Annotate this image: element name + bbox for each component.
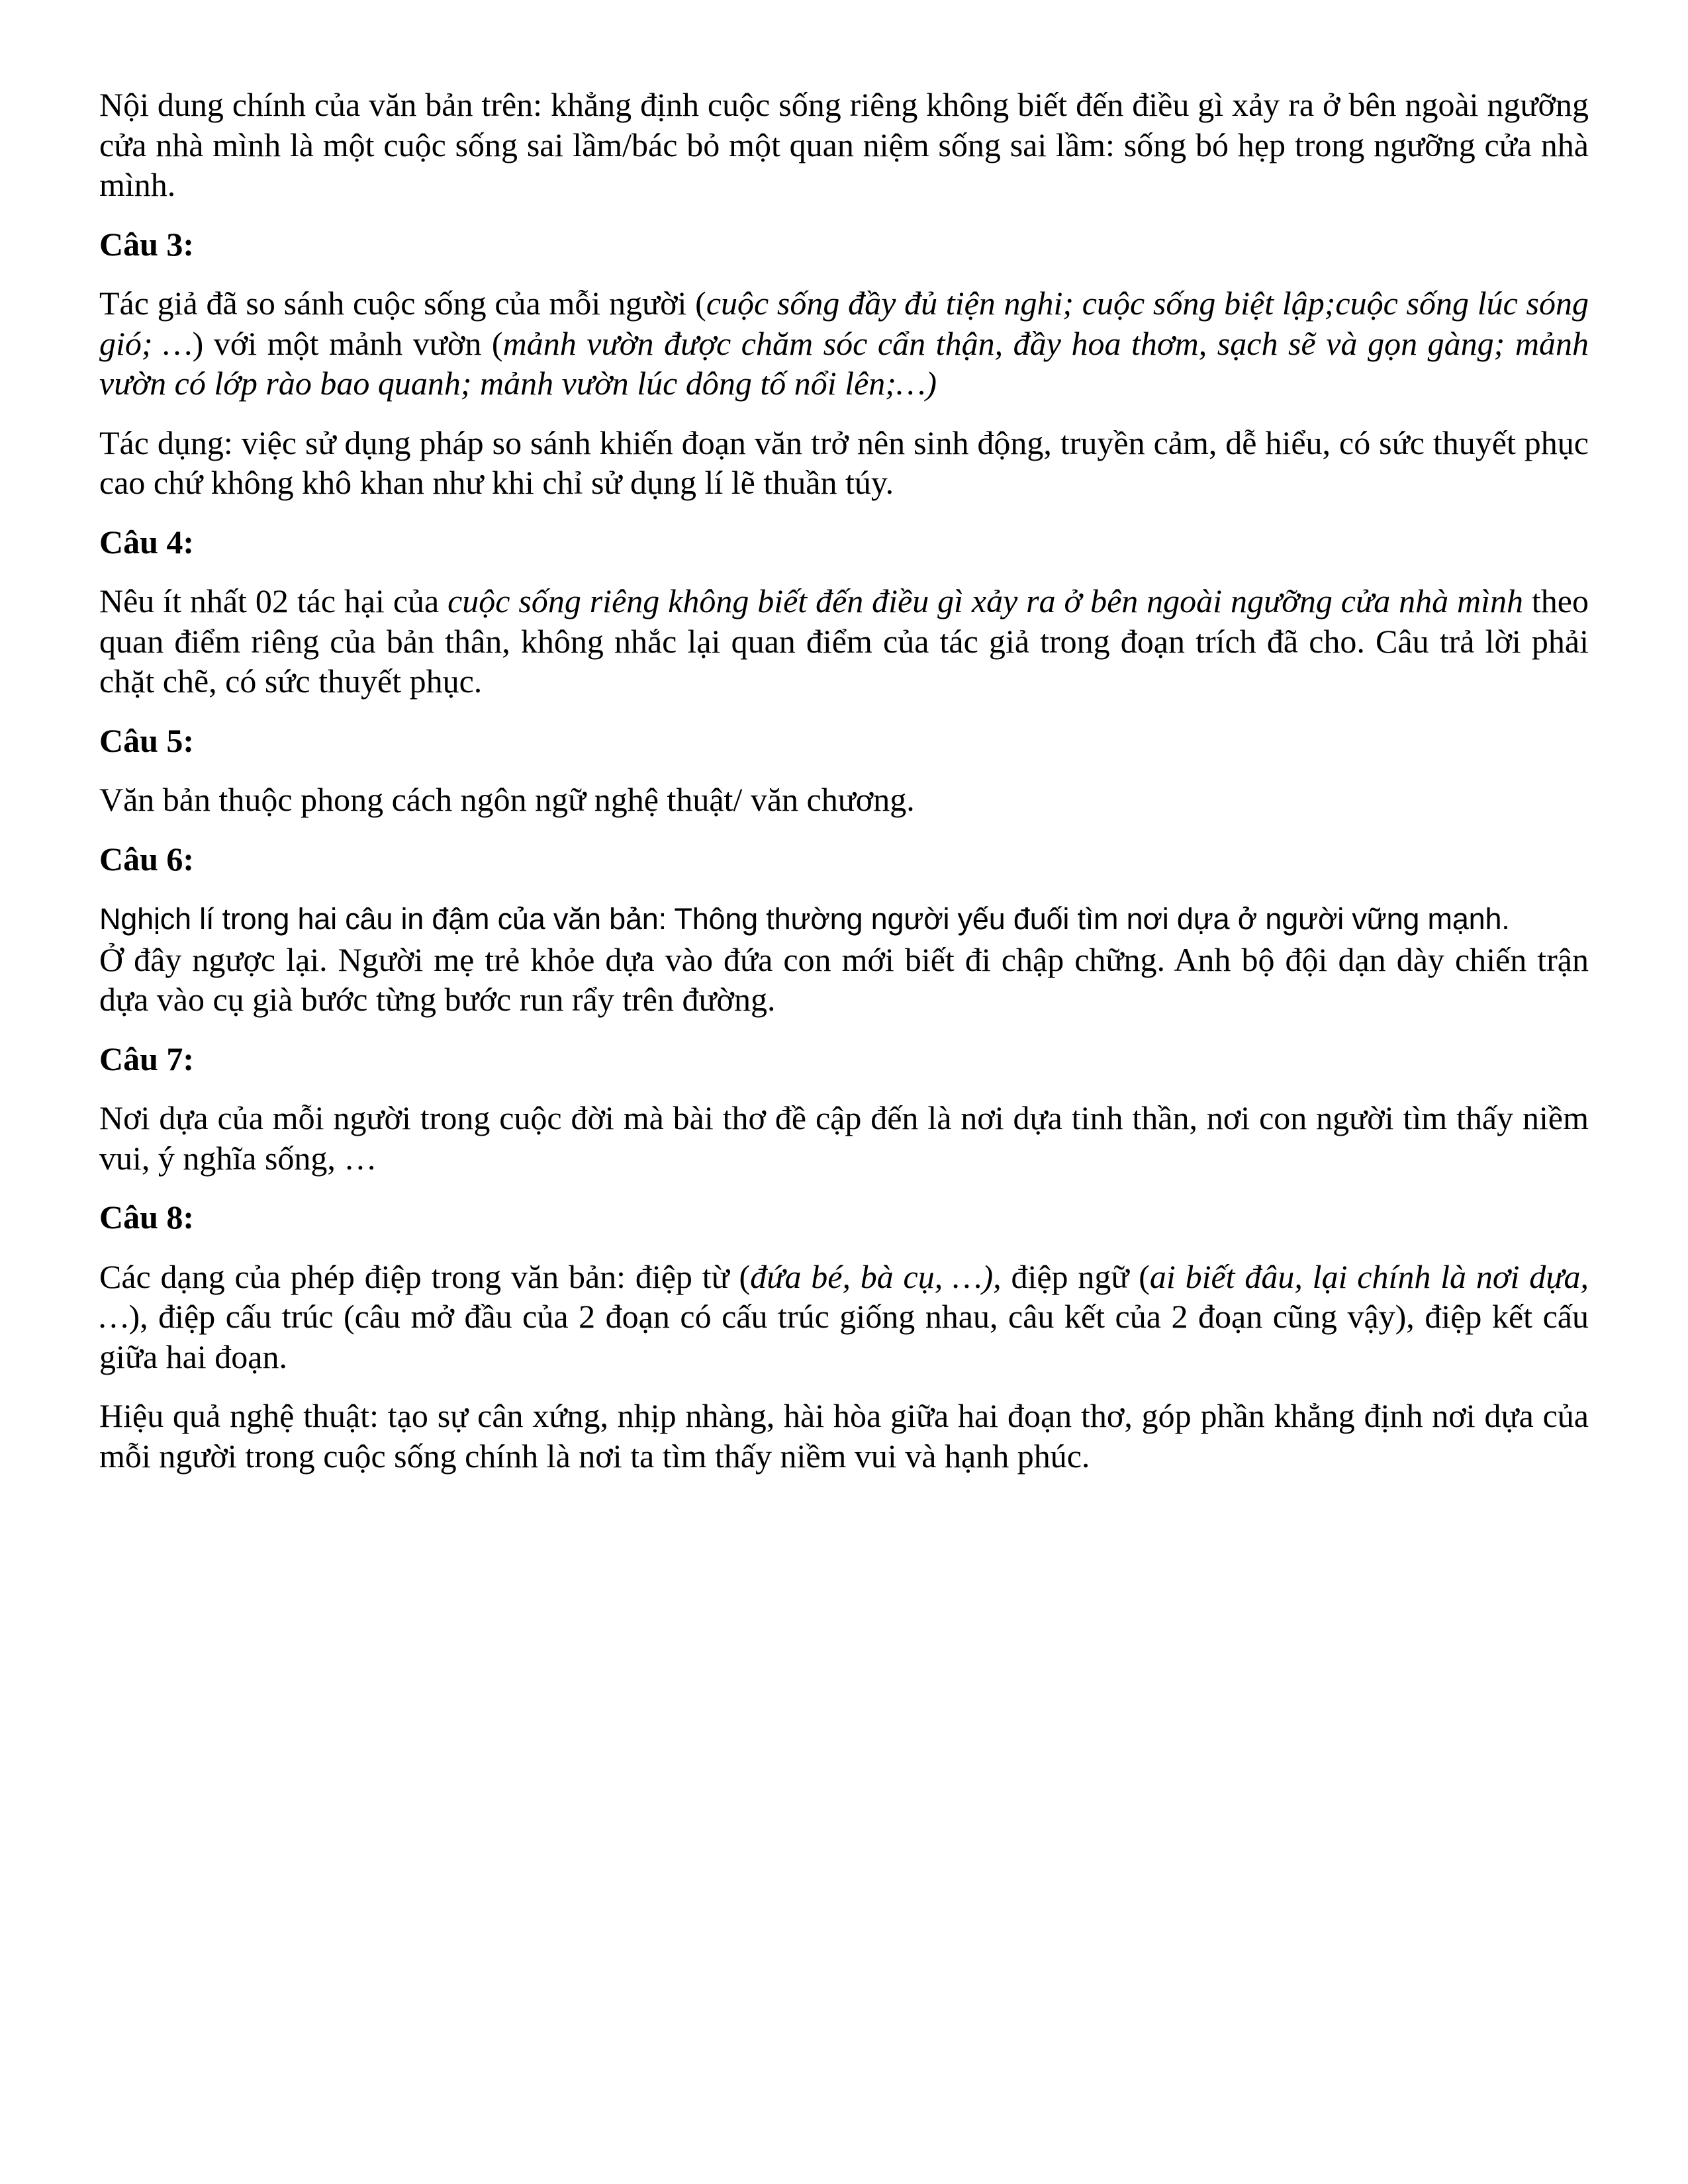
question-6-paragraph — [99, 898, 1589, 1020]
question-3-comparison-paragraph — [99, 283, 1589, 404]
question-3-effect-paragraph: Tác dụng: việc sử dụng pháp so sánh khiến đoạn văn trở nên sinh động, truyền cảm, dễ hiểu, có sức thuyết phục cao chứ không khô khan như khi chỉ sử dụng lí lẽ thuần túy. — [99, 424, 1589, 501]
q6-rest: Ở đây ngược lại. Người mẹ trẻ khỏe dựa vào đứa con mới biết đi chập chững. Anh bộ đội dạn dày chiến trận dựa vào cụ già bước từng bước run rẩy trên đường. — [99, 940, 1589, 1018]
q4-text-c: theo quan điểm riêng của bản thân, không nhắc lại quan điểm của tác giả trong đoạn trích đã cho. Câu trả lời phải chặt chẽ, có sức thuyết phục. — [99, 582, 1589, 700]
intro-paragraph: Nội dung chính của văn bản trên: khẳng định cuộc sống riêng không biết đến điều gì xảy ra ở bên ngoài ngưỡng cửa nhà mình là một cuộc sống sai lầm/bác bỏ một quan niệm sống sai lầm: sống bó hẹp trong ngưỡng cửa nhà mình. — [99, 86, 1589, 203]
question-4-heading: Câu 4: — [99, 523, 195, 561]
q3-text-a: Tác giả đã so sánh cuộc sống của mỗi người ( — [99, 285, 706, 322]
q3-text-c: ) với một mảnh vườn ( — [192, 324, 503, 362]
question-8-forms-paragraph — [99, 1257, 1589, 1377]
q6-first-sentence: Nghịch lí trong hai câu in đậm của văn bản: Thông thường người yếu đuối tìm nơi dựa ở người vững mạnh. — [99, 902, 1510, 936]
q4-text-a: Nêu ít nhất 02 tác hại của — [99, 582, 448, 619]
question-3-heading: Câu 3: — [99, 225, 195, 263]
question-8-effect-paragraph: Hiệu quả nghệ thuật: tạo sự cân xứng, nhịp nhàng, hài hòa giữa hai đoạn thơ, góp phần khẳng định nơi dựa của mỗi người trong cuộc sống chính là nơi ta tìm thấy niềm vui và hạnh phúc. — [99, 1397, 1589, 1475]
question-7-paragraph: Nơi dựa của mỗi người trong cuộc đời mà bài thơ đề cập đến là nơi dựa tinh thần, nơi con người tìm thấy niềm vui, ý nghĩa sống, … — [99, 1099, 1589, 1177]
question-8-heading: Câu 8: — [99, 1199, 195, 1236]
q3-garden-examples: mảnh vườn được chăm sóc cẩn thận, đầy hoa thơm, sạch sẽ và gọn gàng; mảnh vườn có lớp rào bao quanh; mảnh vườn lúc dông tố nổi lên;…) — [99, 324, 1589, 402]
document-page — [99, 85, 1589, 1476]
question-7-heading: Câu 7: — [99, 1040, 195, 1077]
question-5-paragraph: Văn bản thuộc phong cách ngôn ngữ nghệ thuật/ văn chương. — [99, 781, 915, 818]
question-4-paragraph — [99, 581, 1589, 702]
q8-word-repetition-examples: đứa bé, bà cụ, …), — [750, 1257, 1002, 1295]
q8-phrase-repetition-examples: ai biết đâu, lại chính là nơi dựa, … — [99, 1257, 1589, 1335]
question-5-heading: Câu 5: — [99, 721, 195, 759]
q8-text-a: Các dạng của phép điệp trong văn bản: điệp từ ( — [99, 1257, 751, 1295]
question-6-heading: Câu 6: — [99, 840, 195, 878]
q3-life-examples: cuộc sống đầy đủ tiện nghi; cuộc sống biệt lập;cuộc sống lúc sóng gió; … — [99, 285, 1589, 362]
q8-text-e: ), điệp cấu trúc (câu mở đầu của 2 đoạn có cấu trúc giống nhau, câu kết của 2 đoạn cũng vậy), điệp kết cấu giữa hai đoạn. — [99, 1298, 1589, 1375]
q8-text-c: điệp ngữ ( — [1001, 1257, 1150, 1295]
q4-quoted-phrase: cuộc sống riêng không biết đến điều gì xảy ra ở bên ngoài ngưỡng cửa nhà mình — [447, 582, 1524, 619]
